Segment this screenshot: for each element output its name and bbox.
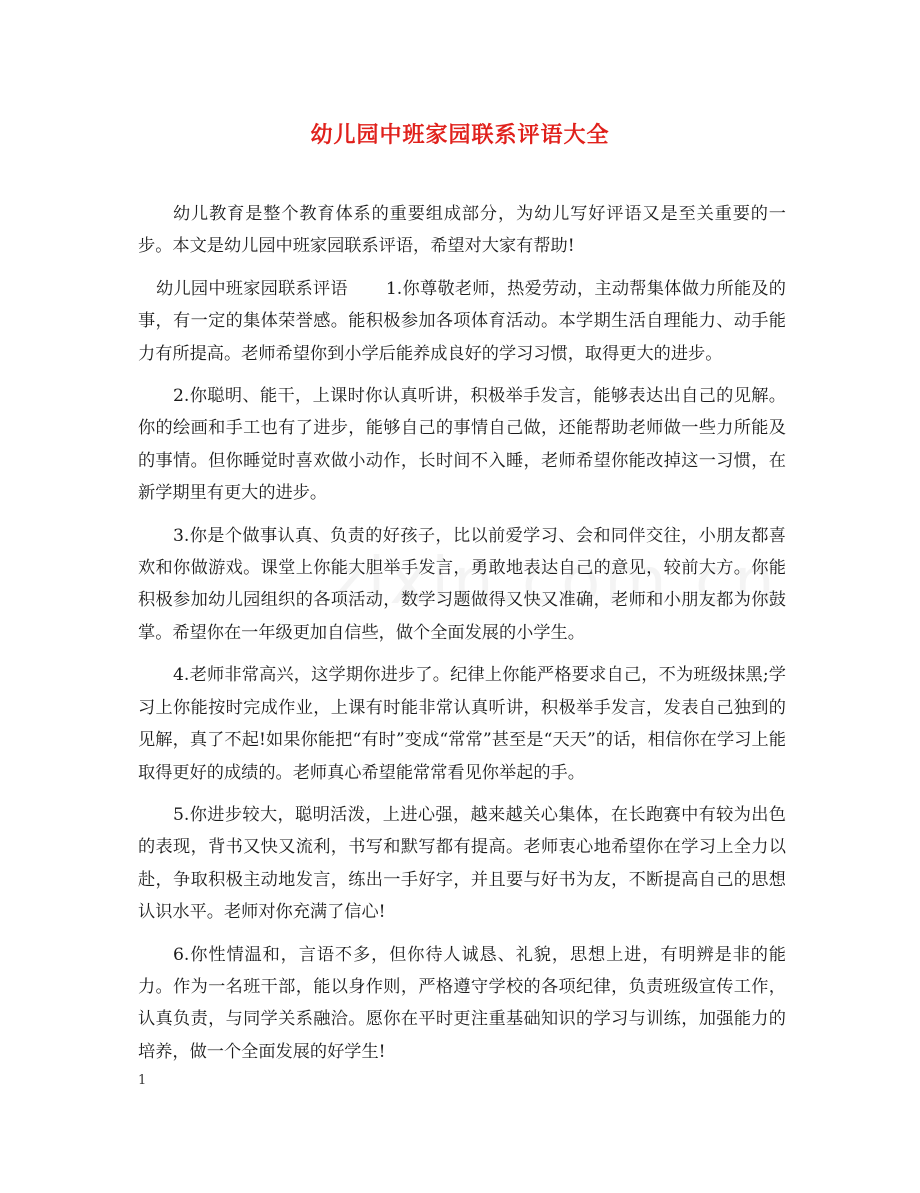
page-number: 1 bbox=[138, 1073, 147, 1088]
comment-paragraph-5: 5.你进步较大，聪明活泼，上进心强，越来越关心集体，在长跑赛中有较为出色的表现，背书又快又流利，书写和默写都有提高。老师衷心地希望你在学习上全力以赴，争取积极主动地发言，练出一手好字，并且要与好书为友，不断提高自己的思想认识水平。老师对你充满了信心! bbox=[138, 804, 786, 923]
section-label: 幼儿园中班家园联系评语 bbox=[156, 278, 348, 299]
comment-text-1: 1.你尊敬老师，热爱劳动，主动帮集体做力所能及的事，有一定的集体荣誉感。能积极参加各项体育活动。本学期生活自理能力、动手能力有所提高。老师希望你到小学后能养成良好的学习习惯，取得更大的进步。 bbox=[138, 278, 786, 364]
comment-paragraph-3: 3.你是个做事认真、负责的好孩子，比以前爱学习、会和同伴交往，小朋友都喜欢和你做游戏。课堂上你能大胆举手发言，勇敢地表达自己的意见，较前大方。你能积极参加幼儿园组织的各项活动，数学习题做得又快又准确，老师和小朋友都为你鼓掌。希望你在一年级更加自信些，做个全面发展的小学生。 bbox=[138, 525, 786, 643]
comment-paragraph-2: 2.你聪明、能干，上课时你认真听讲，积极举手发言，能够表达出自己的见解。你的绘画和手工也有了进步，能够自己的事情自己做，还能帮助老师做一些力所能及的事情。但你睡觉时喜欢做小动作，长时间不入睡，老师希望你能改掉这一习惯，在新学期里有更大的进步。 bbox=[138, 386, 786, 504]
comment-paragraph-4: 4.老师非常高兴，这学期你进步了。纪律上你能严格要求自己，不为班级抹黑;学习上你能按时完成作业，上课有时能非常认真听讲，积极举手发言，发表自己独到的见解，真了不起!如果你能把“有时”变成“常常”甚至是“天天”的话，相信你在学习上能取得更好的成绩的。老师真心希望能常常看见你举起的手。 bbox=[138, 665, 786, 783]
intro-paragraph: 幼儿教育是整个教育体系的重要组成部分，为幼儿写好评语又是至关重要的一步。本文是幼儿园中班家园联系评语，希望对大家有帮助! bbox=[138, 204, 786, 257]
document-title: 幼儿园中班家园联系评语大全 bbox=[310, 123, 610, 148]
comment-paragraph-1 bbox=[138, 273, 786, 370]
document-body bbox=[138, 198, 786, 1068]
comment-paragraph-6: 6.你性情温和，言语不多，但你待人诚恳、礼貌，思想上进，有明辨是非的能力。作为一名班干部，能以身作则，严格遵守学校的各项纪律，负责班级宣传工作，认真负责，与同学关系融洽。愿你在平时更注重基础知识的学习与训练，加强能力的培养，做一个全面发展的好学生! bbox=[138, 944, 786, 1062]
